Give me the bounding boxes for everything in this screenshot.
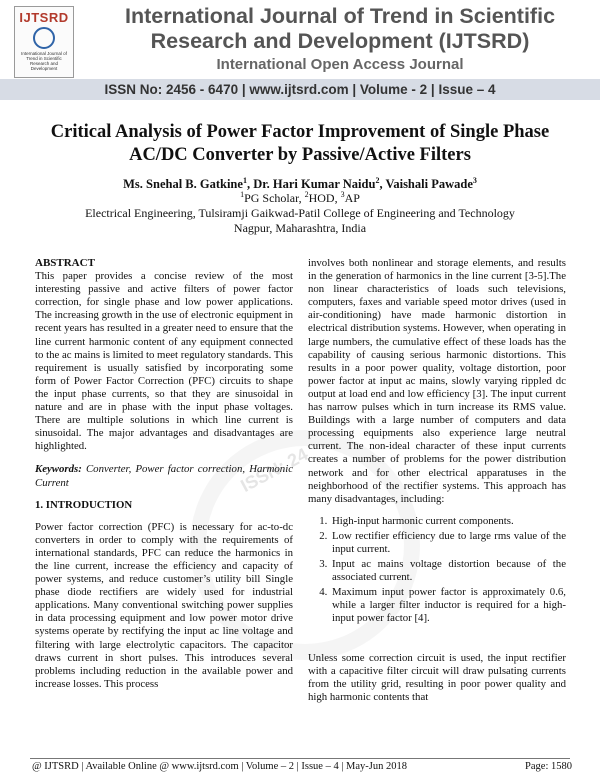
disadvantages-list	[308, 515, 566, 626]
logo-subtext: International Journal of Trend in Scientific Research and Development	[21, 51, 67, 71]
globe-icon	[33, 27, 55, 49]
role-name: PG Scholar	[244, 191, 299, 205]
author-mark: 3	[472, 175, 477, 185]
left-column	[35, 257, 293, 691]
role-mark: 2	[304, 190, 309, 199]
author-mark: 2	[375, 175, 380, 185]
author-name: Dr. Hari Kumar Naidu	[253, 177, 376, 191]
paper-title-line1: Critical Analysis of Power Factor Improvement of Single Phase	[50, 122, 550, 142]
abstract-text: This paper provides a concise review of the most interesting passive and active filters of power factor correction, for single phase and low power applications. The increasing growth in the use of electronic equipment in recent years has resulted in a greater need to ensure that the line current harmonic content of any equipment connected to the ac mains is limited to meet regulatory standards. This requirement is usually satisfied by incorporating some form of Power Factor Correction (PFC) circuits to shape the input phase currents, so that they are sinusoidal in nature and are in phase with the input phase voltages. There are multiple solutions in which line current is sinusoidal. The major advantages and disadvantages are highlighted.	[35, 270, 293, 453]
author-sep: ,	[379, 177, 386, 191]
footer-text: @ IJTSRD | Available Online @ www.ijtsrd.com | Volume – 2 | Issue – 4 | May-Jun 2018	[32, 761, 408, 772]
journal-access: International Open Access Journal	[216, 56, 464, 73]
keywords-label: Keywords:	[35, 463, 82, 476]
intro-text: Power factor correction (PFC) is necessary for ac-to-dc converters in order to comply with the requirements of international standards, PFC can reduce the harmonics in the line current, increase the efficiency and capacity of power systems, and reduce customer’s utility bill Single phase diode rectifiers are widely used for industrial applications. Many conventional switching power supplies in data processing equipment and low power motor drive systems operate by rectifying the input ac line voltage and filtering with large electrolytic capacitors. The capacitor draws current in short pulses. This introduces several problems including reduction in the available power and increase losses. This process	[35, 520, 293, 690]
author-mark: 1	[242, 175, 247, 185]
role-name: HOD	[308, 191, 335, 205]
right-column	[308, 257, 566, 704]
author-name: Ms. Snehal B. Gatkine	[123, 177, 243, 191]
logo-mark: IJTSRD	[19, 10, 69, 25]
paper-title-line2: AC/DC Converter by Passive/Active Filters	[129, 145, 471, 165]
role-mark: 3	[340, 190, 345, 199]
author-sep: ,	[246, 177, 254, 191]
issn-line: ISSN No: 2456 - 6470 | www.ijtsrd.com | Volume - 2 | Issue – 4	[104, 82, 496, 97]
role-sep: ,	[298, 191, 305, 205]
affiliation: Electrical Engineering, Tulsiramji Gaikwad-Patil College of Engineering and Technology	[85, 206, 515, 220]
list-item: 1. High-input harmonic current components.	[330, 515, 566, 528]
role-mark: 1	[240, 190, 245, 199]
list-item: 4. Maximum input power factor is approximately 0.6, while a larger filter inductor is required for a high-input power factor [4].	[330, 586, 566, 625]
list-item: 2. Low rectifier efficiency due to large rms value of the input current.	[330, 530, 566, 556]
right-paragraph-1: involves both nonlinear and storage elements, and results in the generation of harmonics in the line current [3-5].The non linear characteristics of loads such televisions, computers, faxes and variable speed motor drives (used in air-conditioning) have made harmonic distortion in electrical distribution systems. However, when operating in large numbers, the cumulative effect of these loads has the capability of causing serious harmonic distortions. This results in a poor power quality, voltage distortion, poor power factor at input ac mains, slowly varying rippled dc output at load end and low efficiency [3]. The input current has narrow pulses which in turn increase its RMS value. Buildings with a large number of computers and data processing equipments also experience large neutral current. The non-ideal character of these input currents creates a number of problems for the power distribution network and for other electrical apparatuses in the neighborhood of the rectifier systems. This approach has many disadvantages, including:	[308, 257, 566, 505]
footer-divider	[30, 758, 570, 759]
abstract-heading: ABSTRACT	[35, 257, 95, 269]
right-paragraph-2: Unless some correction circuit is used, the input rectifier with a capacitive filter circuit will draw pulsating currents from the utility grid, resulting in poor power quality and high harmonic contents that	[308, 651, 566, 703]
role-name: AP	[344, 191, 360, 205]
author-list	[0, 177, 600, 192]
intro-heading: 1. INTRODUCTION	[35, 498, 133, 511]
journal-logo	[14, 6, 74, 78]
journal-name-line2: Research and Development (IJTSRD)	[150, 29, 530, 53]
page-footer	[32, 760, 572, 773]
page-number: Page: 1580	[525, 761, 572, 772]
journal-name-line1: International Journal of Trend in Scientific	[124, 4, 556, 28]
author-roles	[0, 191, 600, 206]
role-sep: ,	[334, 191, 341, 205]
watermark-text: ISSN: 24	[237, 444, 312, 497]
keywords-text: Converter, Power factor correction, Harmonic Current	[35, 463, 293, 489]
author-name: Vaishali Pawade	[385, 177, 473, 191]
keywords	[35, 463, 293, 489]
list-item: 3. Input ac mains voltage distortion because of the associated current.	[330, 558, 566, 584]
location: Nagpur, Maharashtra, India	[233, 221, 367, 235]
